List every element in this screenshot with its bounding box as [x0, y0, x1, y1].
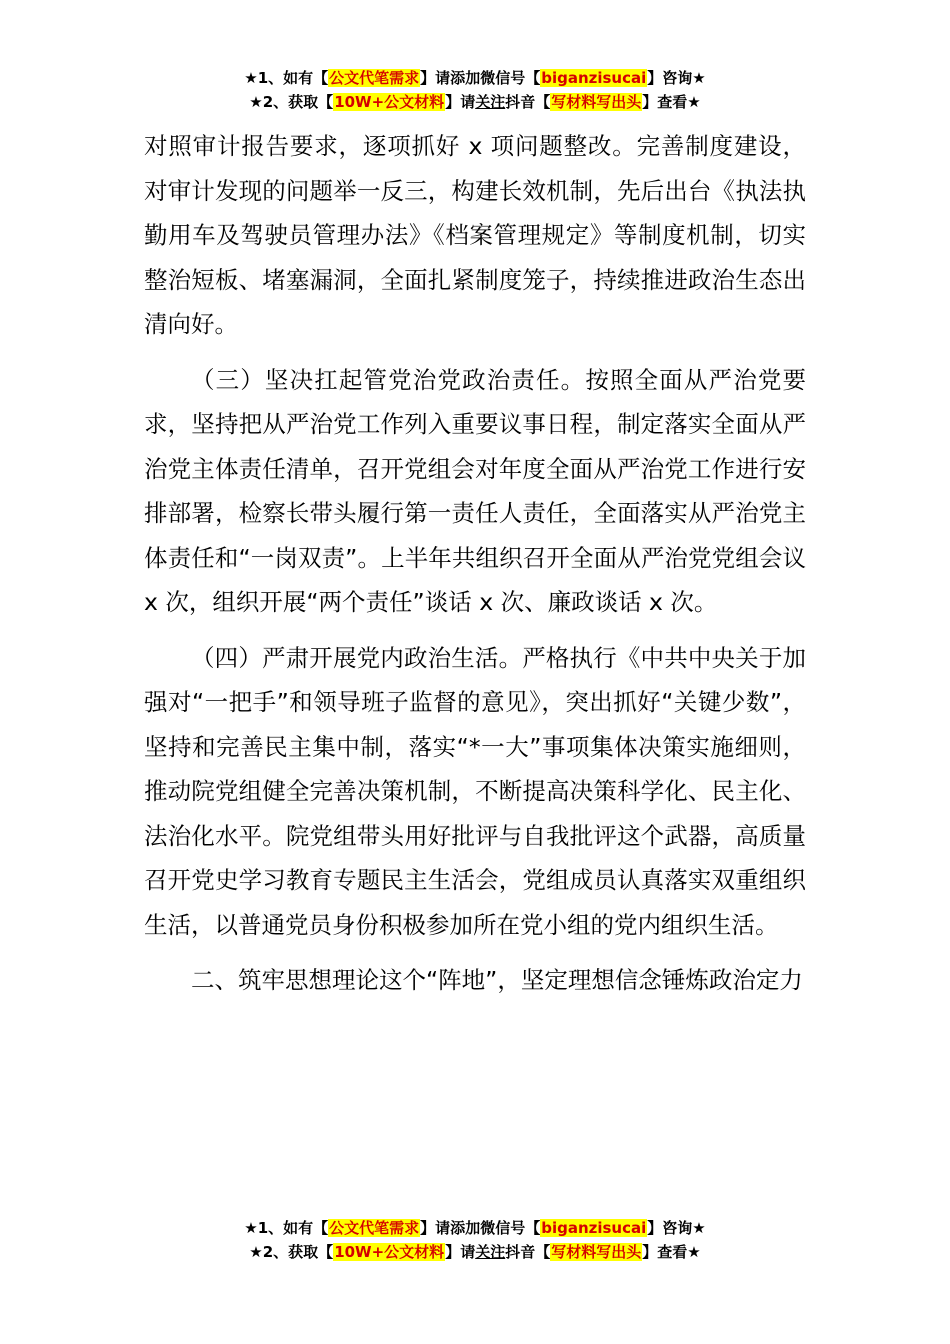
banner-text: 微信号【 — [480, 1219, 541, 1237]
banner-text: 抖音【 — [505, 93, 551, 111]
banner-highlight: 10W+公文材料 — [334, 1243, 445, 1261]
document-body — [144, 124, 806, 1003]
banner-text: ★2、获取【 — [249, 1243, 334, 1261]
banner-text: 】请添 — [420, 1219, 466, 1237]
banner-highlight: biganzisucai — [541, 69, 647, 87]
banner-text: 】请添 — [420, 69, 466, 87]
banner-highlight: biganzisucai — [541, 1219, 647, 1237]
paragraph: 对照审计报告要求，逐项抓好 x 项问题整改。完善制度建设，对审计发现的问题举一反三，构建长效机制，先后出台《执法执勤用车及驾驶员管理办法》《档案管理规定》等制度机制，切实整治短板、堵塞漏洞，全面扎紧制度笼子，持续推进政治生态出清向好。 — [144, 132, 806, 338]
banner-text: 关注 — [475, 93, 506, 111]
banner-text: 】请 — [445, 1243, 476, 1261]
paragraph: （三）坚决扛起管党治党政治责任。按照全面从严治党要求，坚持把从严治党工作列入重要议事日程，制定落实全面从严治党主体责任清单，召开党组会对年度全面从严治党工作进行安排部署，检察长带头履行第一责任人责任，全面落实从严治党主体责任和“一岗双责”。上半年共组织召开全面从严治党党组会议 x 次，组织开展“两个责任”谈话 x 次、廉政谈话 x 次。 — [144, 365, 806, 616]
banner-line-2 — [0, 90, 950, 114]
banner-line-1 — [0, 1216, 950, 1240]
banner-text: 关注 — [475, 1243, 506, 1261]
banner-text: 加 — [465, 1219, 481, 1237]
banner-highlight: 10W+公文材料 — [334, 93, 445, 111]
banner-line-2 — [0, 1240, 950, 1264]
banner-text: 微信号【 — [480, 69, 541, 87]
banner-text: ★1、如有【 — [244, 69, 329, 87]
banner-text: 】请 — [445, 93, 476, 111]
banner-text: 】查看★ — [642, 1243, 701, 1261]
banner-highlight: 公文代笔需求 — [329, 1219, 420, 1237]
banner-text: 】咨询★ — [647, 69, 706, 87]
banner-highlight: 公文代笔需求 — [329, 69, 420, 87]
banner-text: ★2、获取【 — [249, 93, 334, 111]
header-banner — [0, 66, 950, 114]
banner-text: 抖音【 — [505, 1243, 551, 1261]
banner-line-1 — [0, 66, 950, 90]
paragraph: （四）严肃开展党内政治生活。严格执行《中共中央关于加强对“一把手”和领导班子监督的意见》，突出抓好“关键少数”，坚持和完善民主集中制，落实“*一大”事项集体决策实施细则，推动院党组健全完善决策机制，不断提高决策科学化、民主化、法治化水平。院党组带头用好批评与自我批评这个武器，高质量召开党史学习教育专题民主生活会，党组成员认真落实双重组织生活，以普通党员身份积极参加所在党小组的党内组织生活。 — [144, 643, 806, 939]
section-heading: 二、筑牢思想理论这个“阵地”，坚定理想信念锤炼政治定力 — [191, 966, 803, 994]
banner-text: 】查看★ — [642, 93, 701, 111]
banner-text: 】咨询★ — [647, 1219, 706, 1237]
banner-highlight: 写材料写出头 — [551, 93, 642, 111]
banner-text: 加 — [465, 69, 481, 87]
banner-highlight: 写材料写出头 — [551, 1243, 642, 1261]
footer-banner — [0, 1216, 950, 1264]
banner-text: ★1、如有【 — [244, 1219, 329, 1237]
